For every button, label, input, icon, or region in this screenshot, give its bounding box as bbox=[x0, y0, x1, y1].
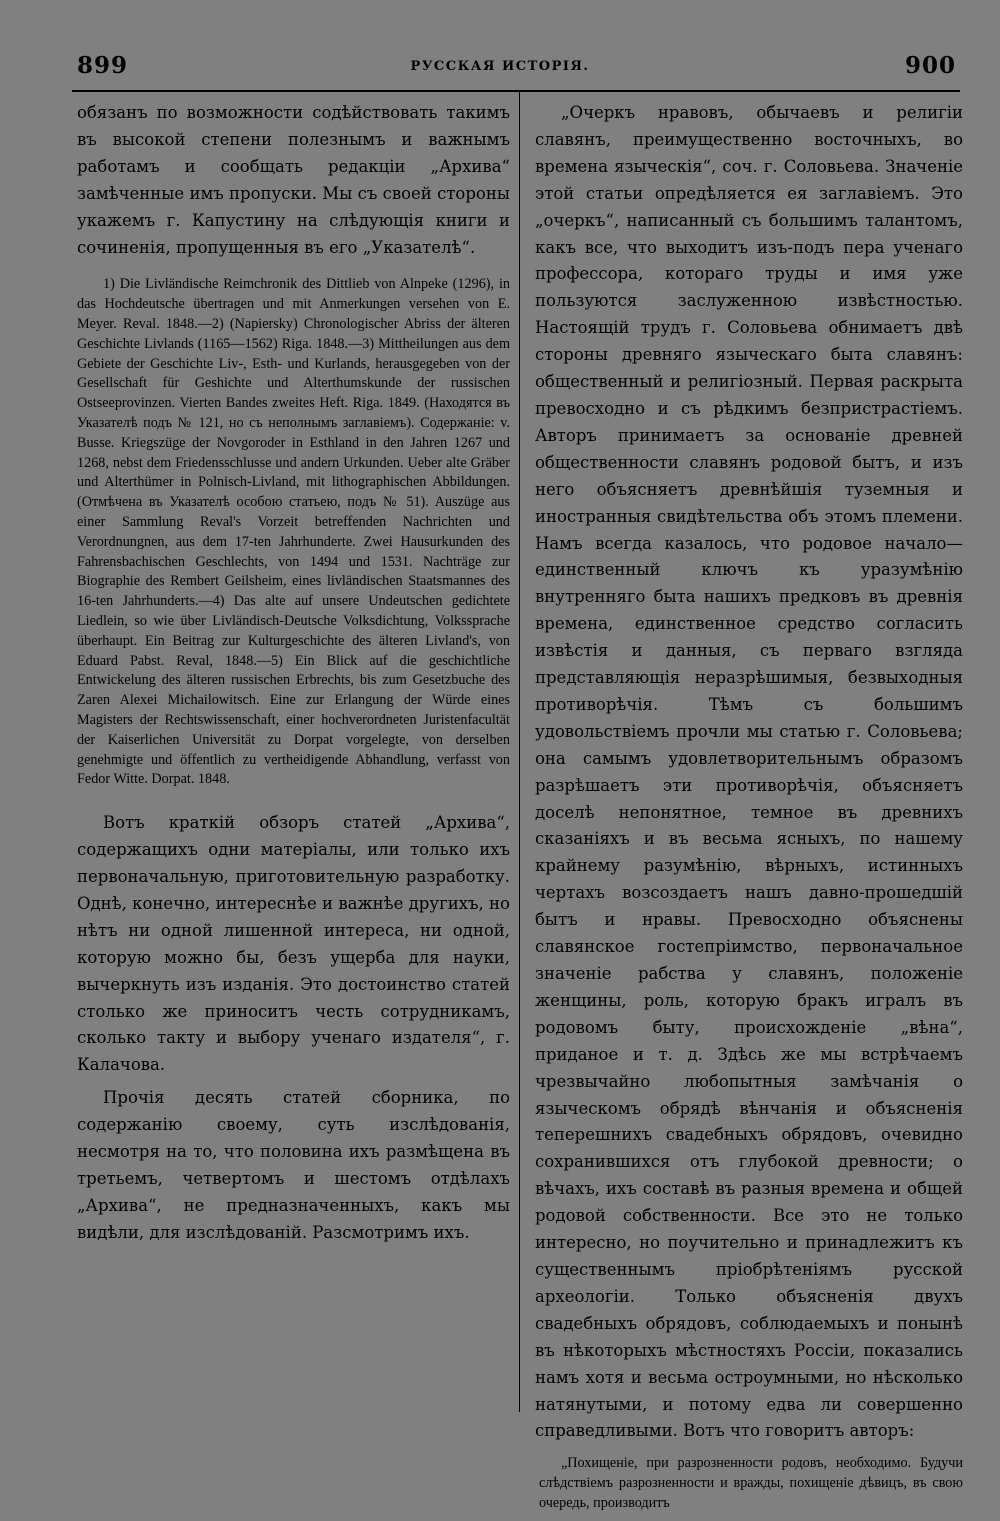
left-column bbox=[77, 100, 510, 1247]
soloviev-review-paragraph: „Очеркъ нравовъ, обычаевъ и религіи славянъ, преимущественно восточныхъ, во времена языческія“, соч. г. Соловьева. Значеніе этой статьи опредѣляется ея заглавіемъ. Это „очеркъ“, написанный съ большимъ талантомъ, какъ все, что выходитъ изъ-подъ пера ученаго профессора, котораго труды и имя уже пользуются заслуженною извѣстностью. Настоящій трудъ г. Соловьева обнимаетъ двѣ стороны древняго языческаго быта славянъ: общественный и религіозный. Первая раскрыта превосходно и съ рѣдкимъ безпристрастіемъ. Авторъ принимаетъ за основаніе древней общественности славянъ родовой бытъ, и изъ него объясняетъ древнѣйшія туземныя и иностранныя свидѣтельства объ этомъ племени. Намъ всегда казалось, что родовое начало—единственный ключъ къ уразумѣнію внутренняго быта нашихъ предковъ въ древнія времена, единственное средство согласить извѣстія и данныя, съ перваго взгляда представляющія неразрѣшимыя, безвыходныя противорѣчія. Тѣмъ съ большимъ удовольствіемъ прочли мы статью г. Соловьева; она самымъ удовлетворительнымъ образомъ разрѣшаетъ эти противорѣчія, объясняетъ доселѣ непонятное, темное въ древнихъ сказаніяхъ и въ весьма ясныхъ, по нашему крайнему разумѣнію, вѣрныхъ, истинныхъ чертахъ возсоздаетъ нашъ давно-прошедшій бытъ и нравы. Превосходно объяснены славянское гостепріимство, первоначальное значеніе рабства у славянъ, положеніе женщины, роль, которую бракъ игралъ въ родовомъ быту, происхожденіе „вѣна“, приданое и т. д. Здѣсь же мы встрѣчаемъ чрезвычайно любопытныя замѣчанія о языческомъ обрядѣ вѣнчанія и объясненія теперешнихъ свадебныхъ обрядовъ, очевидно сохранившихся отъ глубокой древности; о вѣчахъ, ихъ составѣ въ разныя времена и общей родовой собственности. Все это не только интересно, но поучительно и принадлежитъ къ существеннымъ пріобрѣтеніямъ русской археологіи. Только объясненія двухъ свадебныхъ обрядовъ, соблюдаемыхъ и понынѣ въ нѣкоторыхъ мѣстностяхъ Россіи, показались намъ хотя и весьма остроумными, но нѣсколько натянутыми, и потому едва ли совершенно справедливыми. Вотъ что говоритъ авторъ: bbox=[535, 103, 963, 1441]
column-divider bbox=[519, 92, 520, 1412]
intro-paragraph: обязанъ по возможности содѣйствовать такимъ въ высокой степени полезнымъ и важнымъ работамъ и сообщать редакціи „Архива“ замѣченные имъ пропуски. Мы съ своей стороны укажемъ г. Капустину на слѣдующія книги и сочиненія, пропущенныя въ его „Указателѣ“. bbox=[77, 103, 510, 257]
summary-paragraph: Вотъ краткій обзоръ статей „Архива“, содержащихъ одни матеріалы, или только ихъ первоначальную, приготовительную разработку. Однѣ, конечно, интереснѣе и важнѣе другихъ, но нѣтъ ни одной лишенной интереса, ни одной, которую можно бы, безъ ущерба для науки, вычеркнуть изъ изданія. Это достоинство статей столько же приноситъ честь сотрудникамъ, сколько такту и выбору ученаго издателя“, г. Калачова. bbox=[77, 813, 510, 1075]
block-quote: „Похищеніе, при разрозненности родовъ, необходимо. Будучи слѣдствіемъ разрозненности и вражды, похищеніе дѣвицъ, въ свою очередь, производитъ bbox=[539, 1455, 963, 1512]
right-column bbox=[535, 100, 963, 1513]
running-title: РУССКАЯ ИСТОРІЯ. bbox=[410, 59, 590, 74]
page-number-right: 900 bbox=[904, 52, 956, 79]
page-number-left: 899 bbox=[77, 52, 129, 79]
header-rule bbox=[72, 90, 960, 92]
bibliography-footnote: 1) Die Livländische Reimchronik des Dittlieb von Alnpeke (1296), in das Hochdeutsche übertragen und mit Anmerkungen versehen von E. Meyer. Reval. 1848.—2) (Napiersky) Chronologischer Abriss der älteren Geschichte Livlands (1165—1562) Riga. 1848.—3) Mittheilungen aus dem Gebiete der Geschichte Liv-, Esth- und Kurlands, herausgegeben von der Gesellschaft für Geshichte und Alterthumskunde der russischen Ostseeprovinzen. Vierten Bandes zweites Heft. Riga. 1849. (Находятся въ Указателѣ подъ № 121, но съ неполнымъ заглавіемъ). Содержаніе: v. Busse. Kriegszüge der Novgoroder in Esthland in den Jahren 1267 und 1268, nebst dem Friedensschlusse und andern Urkunden. Ueber alte Gräber und Alterthümer in Polnisch-Livland, mit lithographischen Abbildungen. (Отмѣчена въ Указателѣ особою статьею, подъ № 51). Auszüge aus einer Sammlung Reval's Vorzeit betreffenden Nachrichten und Verordnungnen, aus dem 17-ten Jahrhunderte. Zwei Hausurkunden des Fahrensbachischen Geschlechts, von 1494 und 1531. Nachträge zur Biographie des Rembert Geilsheim, eines livländischen Staatsmannes des 16-ten Jahrhunderts.—4) Das alte auf unsere Undeutschen gedichtete Liedlein, so wie über Livländisch-Deutsche Volksdichtung, Volkssprache überhaupt. Ein Beitrag zur Kulturgeschichte des älteren Livland's, von Eduard Pabst. Reval, 1848.—5) Ein Blick auf die geschichtliche Entwickelung des älteren russischen Erbrechts, bis zum Gesetzbuche des Zaren Alexei Michailowitsch. Eine zur Erlangung der Würde eines Magisters der Rechtswissenschaft, einer hochverordneten Juristenfacultät der Kaiserlichen Universität zu Dorpat vorgelegte, von derselben genehmigte und öffentlich zu vertheidigende Abhandlung, verfasst von Fedor Witte. Dorpat. 1848. bbox=[77, 276, 510, 788]
studies-paragraph: Прочія десять статей сборника, по содержанію своему, суть изслѣдованія, несмотря на то, что половина ихъ размѣщена въ третьемъ, четвертомъ и шестомъ отдѣлахъ „Архива“, не предназначенныхъ, какъ мы видѣли, для изслѣдованій. Разсмотримъ ихъ. bbox=[77, 1088, 510, 1242]
page-header bbox=[0, 52, 1000, 86]
